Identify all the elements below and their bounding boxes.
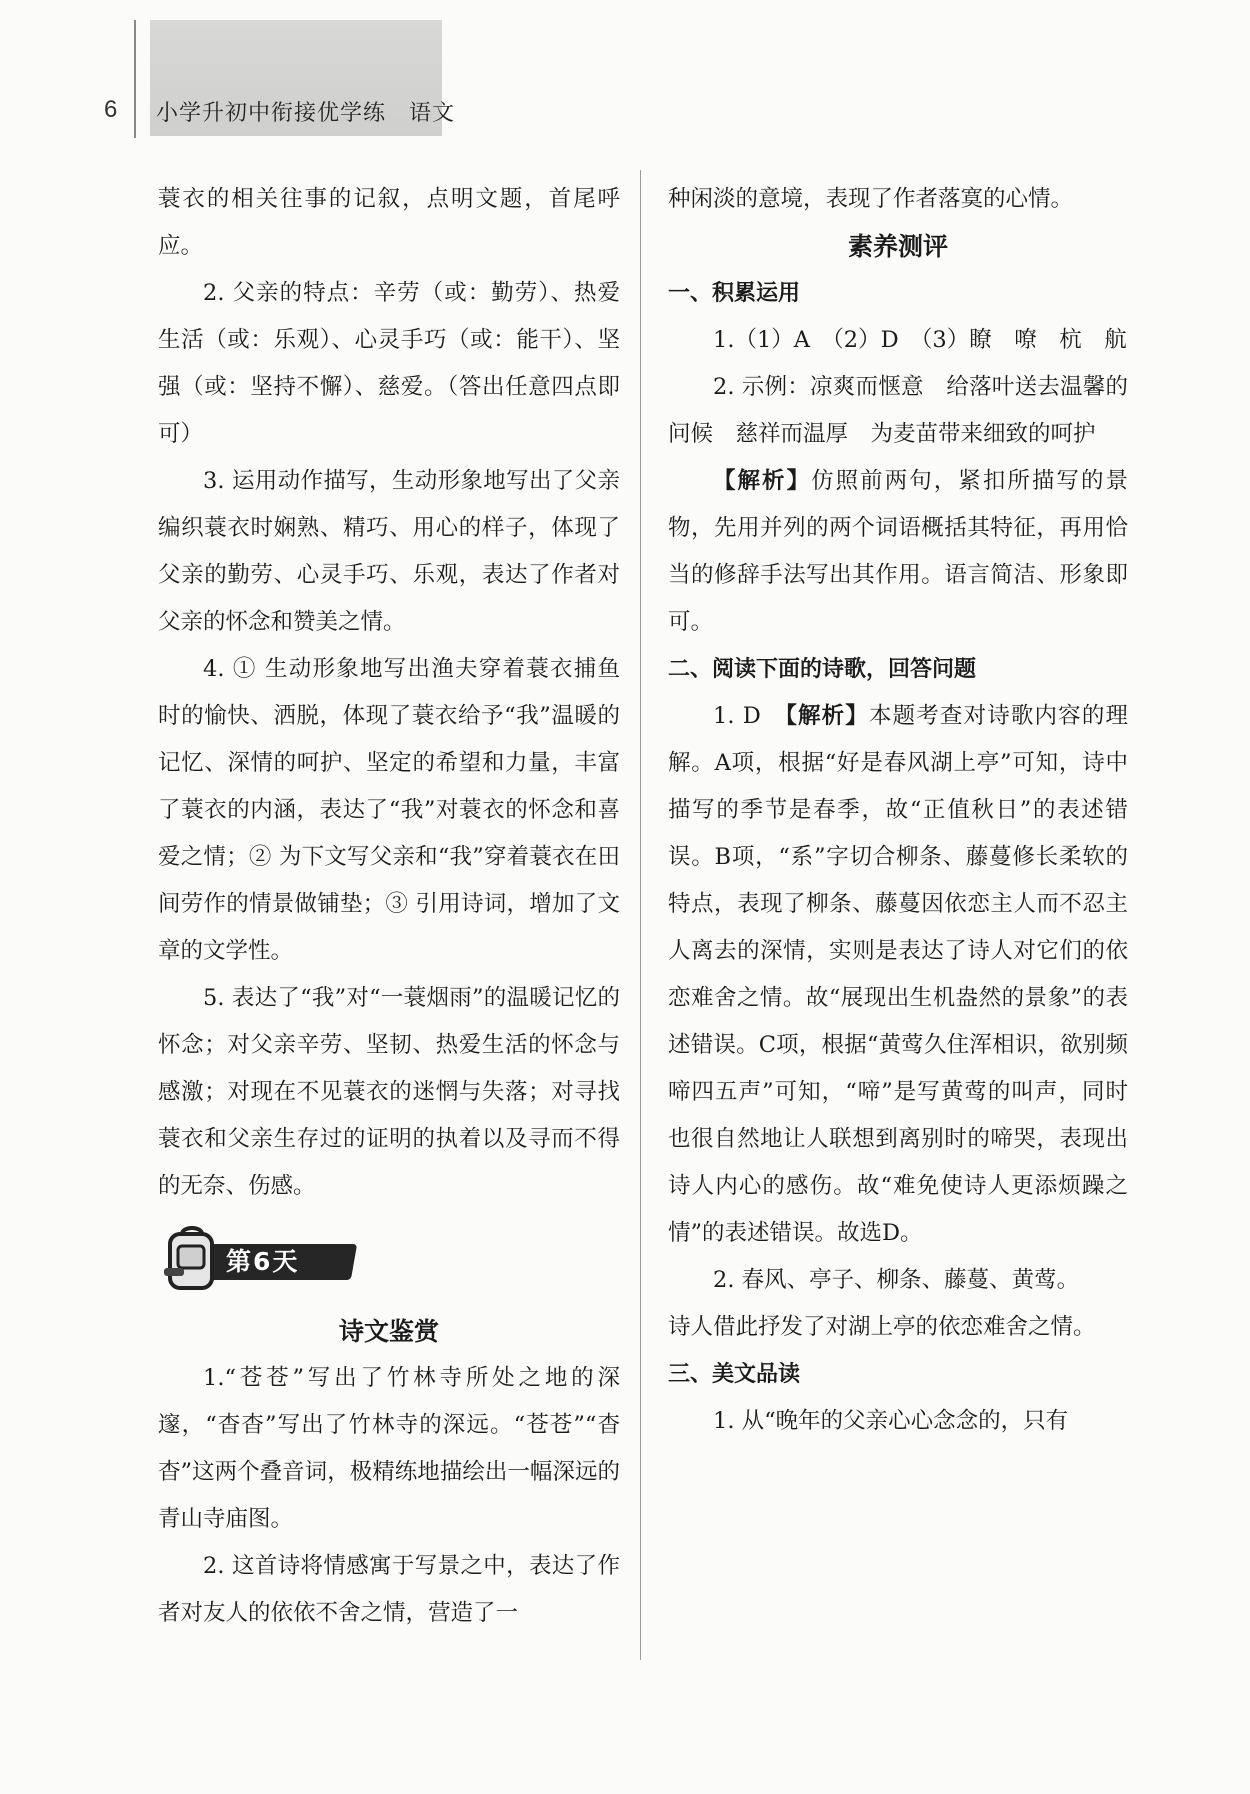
answer-paragraph: 2. 这首诗将情感寓于写景之中，表达了作者对友人的依依不舍之情，营造了一 xyxy=(158,1553,620,1626)
answer-paragraph: 2. 春风、亭子、柳条、藤蔓、黄莺。 xyxy=(713,1267,1080,1293)
section-title-assessment: 素养测评 xyxy=(847,232,948,261)
backpack-icon xyxy=(164,1224,220,1292)
answer-paragraph: 2. 示例：凉爽而惬意 给落叶送去温馨的问候 慈祥而温厚 为麦苗带来细致的呵护 xyxy=(668,374,1128,447)
answer-paragraph: 种闲淡的意境，表现了作者落寞的心情。 xyxy=(668,186,1074,212)
header-rule xyxy=(134,20,136,138)
analysis-label: 【解析】 xyxy=(713,468,812,494)
answer-paragraph: 5. 表达了“我”对“一蓑烟雨”的温暖记忆的怀念；对父亲辛劳、坚韧、热爱生活的怀念与感激；对现在不见蓑衣的迷惘与失落；对寻找蓑衣和父亲生存过的证明的执着以及寻而不得的无奈、伤感。 xyxy=(158,985,620,1199)
page-header xyxy=(0,0,1250,140)
answer-prefix: 1. D xyxy=(713,703,786,729)
analysis-text: 仿照前两句，紧扣所描写的景物，先用并列的两个词语概括其特征，再用恰当的修辞手法写出其作用。语言简洁、形象即可。 xyxy=(668,468,1128,635)
subheading: 一、积累运用 xyxy=(668,281,801,306)
page-number: 6 xyxy=(104,96,118,123)
book-title: 小学升初中衔接优学练 语文 xyxy=(156,101,456,126)
answer-paragraph: 蓑衣的相关往事的记叙，点明文题，首尾呼应。 xyxy=(158,186,620,259)
subheading: 二、阅读下面的诗歌，回答问题 xyxy=(668,657,977,682)
column-divider xyxy=(640,170,641,1660)
answer-paragraph xyxy=(668,693,1128,1257)
analysis-label: 【解析】 xyxy=(785,703,869,729)
answer-paragraph: 诗人借此抒发了对湖上亭的依恋难舍之情。 xyxy=(668,1314,1096,1340)
analysis-paragraph xyxy=(668,458,1128,646)
day-banner xyxy=(156,1218,620,1302)
answer-paragraph: 1.（1）A （2）D （3）瞭 嘹 杭 航 xyxy=(713,327,1127,353)
left-column xyxy=(158,176,620,1637)
subheading: 三、美文品读 xyxy=(668,1362,801,1387)
day-banner-label: 第6天 xyxy=(226,1247,300,1276)
answer-paragraph: 3. 运用动作描写，生动形象地写出了父亲编织蓑衣时娴熟、精巧、用心的样子，体现了父亲的勤劳、心灵手巧、乐观，表达了作者对父亲的怀念和赞美之情。 xyxy=(158,468,620,635)
right-column xyxy=(668,176,1128,1445)
answer-paragraph: 1.“苍苍”写出了竹林寺所处之地的深邃，“杳杳”写出了竹林寺的深远。“苍苍”“杳杳”这两个叠音词，极精练地描绘出一幅深远的青山寺庙图。 xyxy=(158,1365,620,1532)
section-title-poetry: 诗文鉴赏 xyxy=(338,1317,439,1346)
answer-paragraph: 4. ① 生动形象地写出渔夫穿着蓑衣捕鱼时的愉快、洒脱，体现了蓑衣给予“我”温暖的记忆、深情的呵护、坚定的希望和力量，丰富了蓑衣的内涵，表达了“我”对蓑衣的怀念和喜爱之情；② 为下文写父亲和“我”穿着蓑衣在田间劳作的情景做铺垫；③ 引用诗词，增加了文章的文学性。 xyxy=(158,656,620,964)
answer-paragraph: 1. 从“晚年的父亲心心念念的，只有 xyxy=(713,1408,1069,1434)
answer-paragraph: 2. 父亲的特点：辛劳（或：勤劳）、热爱生活（或：乐观）、心灵手巧（或：能干）、坚强（或：坚持不懈）、慈爱。（答出任意四点即可） xyxy=(158,280,620,447)
analysis-text: 本题考查对诗歌内容的理解。A项，根据“好是春风湖上亭”可知，诗中描写的季节是春季，故“正值秋日”的表述错误。B项，“系”字切合柳条、藤蔓修长柔软的特点，表现了柳条、藤蔓因依恋主人而不忍主人离去的深情，实则是表达了诗人对它们的依恋难舍之情。故“展现出生机盎然的景象”的表述错误。C项，根据“黄莺久住浑相识，欲别频啼四五声”可知，“啼”是写黄莺的叫声，同时也很自然地让人联想到离别时的啼哭，表现出诗人内心的感伤。故“难免使诗人更添烦躁之情”的表述错误。故选D。 xyxy=(668,703,1128,1246)
